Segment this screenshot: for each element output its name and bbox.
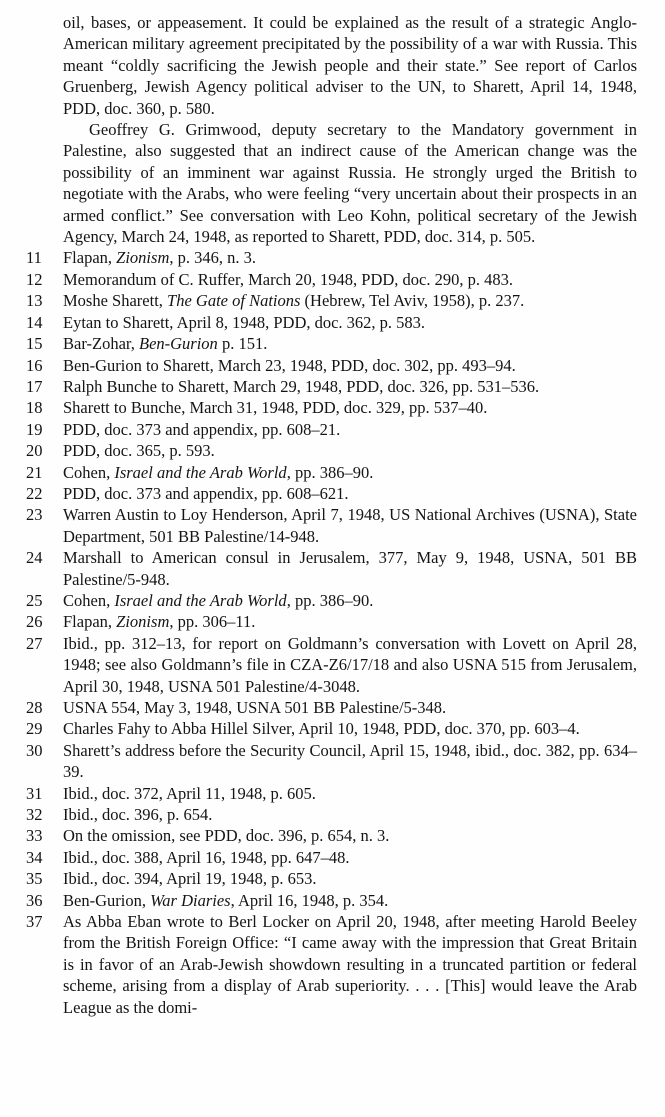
endnote-text-segment: Ben-Gurion, (63, 890, 151, 910)
endnote-text-segment: PDD, doc. 365, p. 593. (63, 441, 215, 461)
endnote-number: 34 (26, 847, 43, 867)
endnote-number: 15 (26, 334, 43, 354)
endnote-number: 21 (26, 462, 43, 482)
endnote-text-segment: Sharett to Bunche, March 31, 1948, PDD, doc. 329, pp. 537–40. (63, 398, 488, 418)
endnote-text-segment: Flapan, (63, 612, 117, 632)
endnote-text (63, 891, 388, 910)
endnote (26, 397, 637, 418)
endnote-text (63, 484, 349, 503)
endnote-text (63, 356, 516, 375)
endnote-number: 37 (26, 912, 43, 932)
endnote-number: 13 (26, 291, 43, 311)
endnote (26, 247, 637, 268)
endnote-text-segment: PDD, doc. 373 and appendix, pp. 608–621. (63, 483, 349, 503)
endnote-number: 31 (26, 783, 43, 803)
endnote-text-segment: Memorandum of C. Ruffer, March 20, 1948, PDD, doc. 290, p. 483. (63, 269, 513, 289)
endnote-text-segment: Flapan, (63, 248, 117, 268)
endnote (26, 718, 637, 739)
endnote-text-segment: p. 151. (217, 334, 268, 354)
endnote-text-segment: Cohen, (63, 590, 115, 610)
endnote-text-segment: Warren Austin to Loy Henderson, April 7, 1948, US National Archives (USNA), State Department, 501 BB Palestine/14-948. (63, 505, 637, 546)
endnote-text (63, 869, 316, 888)
endnote-text-segment: PDD, doc. 373 and appendix, pp. 608–21. (63, 419, 341, 439)
endnote-number: 23 (26, 505, 43, 525)
endnote-text-segment: , pp. 306–11. (169, 612, 256, 632)
endnote-text (63, 398, 487, 417)
endnote-title-segment: War Diaries (150, 890, 231, 910)
endnote-text-segment: (Hebrew, Tel Aviv, 1958), p. 237. (300, 291, 525, 311)
endnote-text-segment: Moshe Sharett, (63, 291, 168, 311)
endnote-number: 36 (26, 890, 43, 910)
endnote-text (63, 848, 349, 867)
endnote-number: 17 (26, 376, 43, 396)
endnote-number: 24 (26, 548, 43, 568)
endnote (26, 868, 637, 889)
endnote-text-segment: Ibid., doc. 372, April 11, 1948, p. 605. (63, 783, 316, 803)
endnote (26, 333, 637, 354)
endnote-text (63, 634, 637, 696)
endnote-number: 30 (26, 740, 43, 760)
endnote-number: 12 (26, 269, 43, 289)
endnote (26, 355, 637, 376)
endnote-text-segment: Ibid., doc. 388, April 16, 1948, pp. 647–48. (63, 847, 350, 867)
endnote-text (63, 548, 637, 588)
endnote-number: 33 (26, 826, 43, 846)
endnote-text-segment: Sharett’s address before the Security Council, April 15, 1948, ibid., doc. 382, pp. 634–39. (63, 740, 637, 782)
endnote-text-segment: , pp. 386–90. (286, 590, 374, 610)
endnote (26, 890, 637, 911)
endnote (26, 269, 637, 290)
endnote-title-segment: Zionism (116, 248, 170, 268)
endnote-text-segment: Ben-Gurion to Sharett, March 23, 1948, PDD, doc. 302, pp. 493–94. (63, 355, 516, 375)
endnote-number: 22 (26, 483, 43, 503)
endnote-text (63, 741, 637, 781)
endnote-number: 11 (26, 248, 42, 268)
endnote-text (63, 377, 539, 396)
endnote (26, 290, 637, 311)
endnote-title-segment: Ben-Gurion (138, 334, 218, 354)
endnote-number: 27 (26, 633, 43, 653)
endnote (26, 697, 637, 718)
endnote-text (63, 248, 256, 267)
endnote-text (63, 591, 373, 610)
endnote (26, 462, 637, 483)
endnote (26, 590, 637, 611)
endnote-title-segment: Zionism (116, 612, 170, 632)
endnote-number: 18 (26, 398, 43, 418)
endnote-title-segment: Israel and the Arab World (114, 590, 287, 610)
endnote-text (63, 334, 267, 353)
endnote-text-segment: Ralph Bunche to Sharett, March 29, 1948, PDD, doc. 326, pp. 531–536. (63, 376, 540, 396)
endnote (26, 440, 637, 461)
endnote (26, 911, 637, 1018)
endnote (26, 547, 637, 590)
endnote-text-segment: Ibid., doc. 396, p. 654. (63, 805, 213, 825)
endnote-text (63, 612, 255, 631)
endnote (26, 312, 637, 333)
endnote-text (63, 912, 637, 1017)
endnote-text-segment: On the omission, see PDD, doc. 396, p. 654, n. 3. (63, 826, 390, 846)
endnote-number: 32 (26, 805, 43, 825)
endnote (26, 804, 637, 825)
endnote-number: 28 (26, 698, 43, 717)
endnote-number: 20 (26, 441, 43, 461)
endnote-text (63, 826, 389, 845)
endnote-text-segment: Cohen, (63, 462, 115, 482)
endnote-text (63, 270, 513, 289)
endnote-text (63, 719, 580, 738)
endnote (26, 783, 637, 804)
paragraph: oil, bases, or appeasement. It could be explained as the result of a strategic Anglo-American military agreement precipitated by the possibility of a war with Russia. This meant “coldly sacrificing the Jewish people and their state.” See report of Carlos Gruenberg, Jewish Agency political adviser to the UN, to Sharett, April 14, 1948, PDD, doc. 360, p. 580. (63, 13, 637, 118)
endnote (26, 483, 637, 504)
endnote-text (63, 784, 316, 803)
endnote-text (63, 805, 212, 824)
endnote-text-segment: , p. 346, n. 3. (169, 248, 256, 268)
paragraph: Geoffrey G. Grimwood, deputy secretary to the Mandatory government in Palestine, also suggested that an indirect cause of the American change was the possibility of an imminent war against Russia. He strongly urged the British to negotiate with the Arabs, who were feeling “very uncertain about their prospects in an armed conflict.” See conversation with Leo Kohn, political secretary of the Jewish Agency, March 24, 1948, as reported to Sharett, PDD, doc. 314, p. 505. (63, 120, 637, 247)
endnote-number: 16 (26, 355, 43, 375)
endnote-text (63, 463, 373, 482)
endnote-text-segment: Charles Fahy to Abba Hillel Silver, April 10, 1948, PDD, doc. 370, pp. 603–4. (63, 719, 580, 739)
endnote-text (63, 505, 637, 545)
endnote-text-segment: Bar-Zohar, (63, 334, 139, 354)
endnote-text (63, 698, 446, 717)
endnote-title-segment: Israel and the Arab World (114, 462, 287, 482)
endnote (26, 847, 637, 868)
endnote (26, 611, 637, 632)
endnote-number: 35 (26, 869, 43, 889)
endnote-text (63, 313, 425, 332)
endnote-text-segment: Ibid., pp. 312–13, for report on Goldmann’s conversation with Lovett on April 28, 1948; see also Goldmann’s file in CZA-Z6/17/18 and also USNA 515 from Jerusalem, April 30, 1948, USNA 501 Palestine/4-3048. (63, 633, 637, 696)
running-text (63, 12, 637, 247)
endnote (26, 419, 637, 440)
endnote-text-segment: USNA 554, May 3, 1948, USNA 501 BB Palestine/5-348. (63, 698, 447, 717)
endnote-text-segment: Marshall to American consul in Jerusalem, 377, May 9, 1948, USNA, 501 BB Palestine/5-948. (63, 548, 637, 589)
endnote-number: 19 (26, 419, 43, 439)
endnote-text-segment: As Abba Eban wrote to Berl Locker on April 20, 1948, after meeting Harold Beeley from the British Foreign Office: “I came away with the impression that Great Britain is in favor of an Arab-Jewish showdown resulting in a truncated partition or federal scheme, arising from a display of Arab superiority. . . . [This] would leave the Arab League as the domi- (63, 912, 637, 1017)
endnote-text-segment: , April 16, 1948, p. 354. (230, 890, 389, 910)
endnote-text-segment: Ibid., doc. 394, April 19, 1948, p. 653. (63, 869, 317, 889)
endnotes-list (26, 247, 637, 1018)
endnote-text (63, 420, 340, 439)
endnote (26, 633, 637, 697)
endnote (26, 376, 637, 397)
endnote-text-segment: , pp. 386–90. (286, 462, 374, 482)
endnote-title-segment: The Gate of Nations (167, 291, 301, 311)
endnote-text (63, 291, 524, 310)
endnote-number: 25 (26, 590, 43, 610)
endnote-number: 29 (26, 719, 43, 739)
endnote-number: 14 (26, 312, 43, 332)
endnote-text (63, 441, 215, 460)
endnotes-text-block (26, 12, 637, 1018)
endnote-text-segment: Eytan to Sharett, April 8, 1948, PDD, doc. 362, p. 583. (63, 312, 426, 332)
endnote (26, 740, 637, 783)
endnote-number: 26 (26, 612, 43, 632)
endnote (26, 825, 637, 846)
endnote (26, 504, 637, 547)
